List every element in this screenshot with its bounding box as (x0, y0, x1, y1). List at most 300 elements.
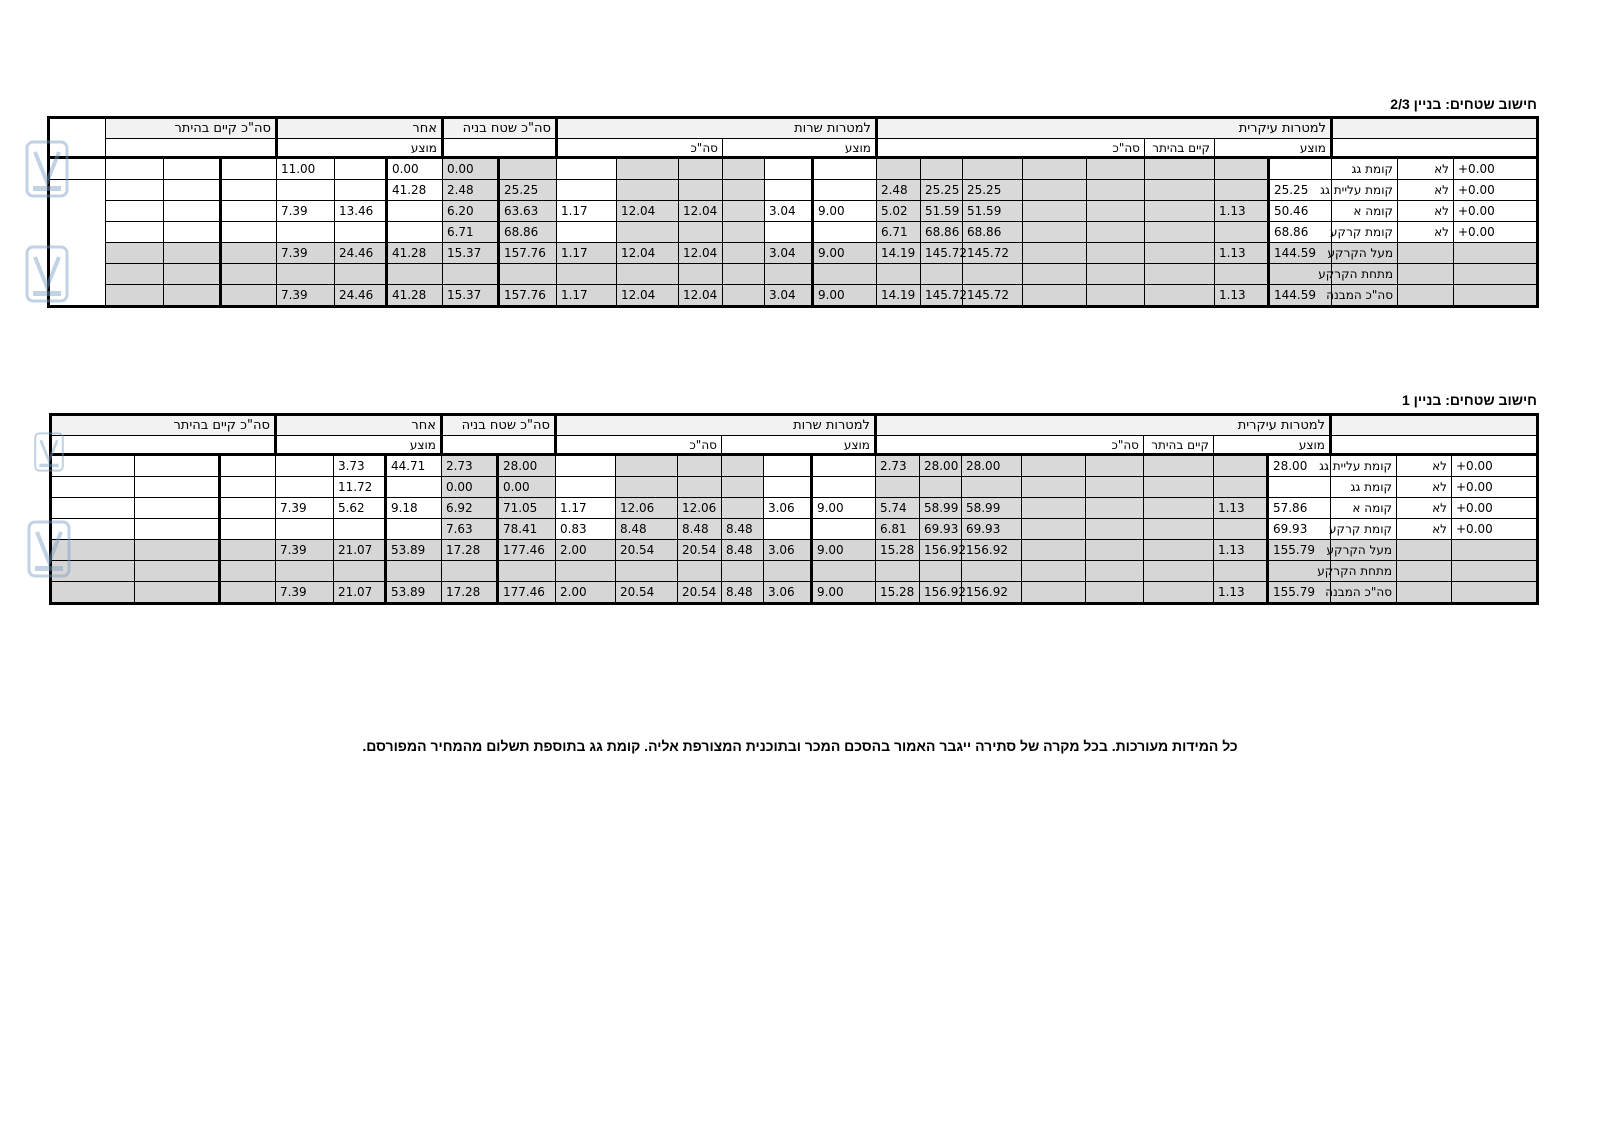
cell: 20.54 (615, 540, 677, 561)
cell: 41.28 (386, 285, 442, 307)
cell: 24.46 (334, 285, 386, 307)
cell: לא (1398, 180, 1454, 201)
cell (135, 561, 219, 582)
cell: 28.00 (961, 455, 1021, 477)
cell: 9.00 (811, 540, 875, 561)
cell (615, 561, 677, 582)
cell: 15.28 (875, 540, 919, 561)
cell (1144, 201, 1214, 222)
cell: 157.76 (498, 285, 556, 307)
cell: 7.39 (276, 201, 334, 222)
cell (220, 264, 276, 285)
cell: 17.28 (441, 582, 497, 604)
group-header: סה"כ קיים בהיתר (51, 415, 276, 436)
cell (1268, 158, 1331, 180)
cell: 28.00 (919, 455, 961, 477)
cell: 2.73 (875, 455, 919, 477)
cell: 0.00 (497, 477, 555, 498)
cell: 3.06 (763, 498, 811, 519)
cell (721, 455, 763, 477)
cell (1144, 243, 1214, 264)
cell (1022, 201, 1086, 222)
cell: 41.28 (386, 243, 442, 264)
cell (1214, 158, 1268, 180)
cell (764, 158, 812, 180)
cell: 68.86 (962, 222, 1022, 243)
floor-name: קומת גג (1330, 477, 1396, 498)
cell: 6.71 (876, 222, 920, 243)
cell: 1.13 (1213, 498, 1267, 519)
summary-row (49, 264, 1538, 285)
cell (275, 561, 333, 582)
cell (1085, 477, 1143, 498)
cell: 14.19 (876, 285, 920, 307)
cell: 24.46 (334, 243, 386, 264)
cell: 12.04 (678, 285, 722, 307)
cell (334, 180, 386, 201)
cell (135, 519, 219, 540)
table-row (49, 201, 1538, 222)
cell: 3.06 (763, 582, 811, 604)
cell (919, 477, 961, 498)
cell: 69.93 (961, 519, 1021, 540)
cell (219, 455, 275, 477)
cell: 20.54 (615, 582, 677, 604)
cell (276, 264, 334, 285)
cell (334, 158, 386, 180)
floor-name: מעל הקרקע (1330, 540, 1396, 561)
cell (1143, 519, 1213, 540)
floor-name: קומת עליית גג (1331, 180, 1397, 201)
summary-row (51, 540, 1538, 561)
cell: 8.48 (721, 582, 763, 604)
cell (763, 477, 811, 498)
cell (498, 264, 556, 285)
floor-name: קומת גג (1331, 158, 1397, 180)
cell: 0.00 (386, 158, 442, 180)
cell (334, 264, 386, 285)
cell: 20.54 (677, 540, 721, 561)
cell (616, 158, 678, 180)
cell (385, 519, 441, 540)
cell (106, 222, 163, 243)
cell (1144, 158, 1214, 180)
group-header: למטרות שרות (555, 415, 875, 436)
cell: 28.00 (1267, 455, 1330, 477)
sub-header: סה"כ (555, 436, 721, 455)
cell: לא (1397, 455, 1452, 477)
cell: 9.00 (812, 285, 876, 307)
cell: 177.46 (497, 582, 555, 604)
cell (219, 519, 275, 540)
cell: 3.73 (333, 455, 385, 477)
area-table-building-2-3 (47, 116, 1539, 308)
group-header: למטרות עיקרית (875, 415, 1330, 436)
cell (220, 222, 276, 243)
cell (555, 561, 615, 582)
cell: 145.72 (920, 243, 962, 264)
cell (616, 222, 678, 243)
cell (1086, 264, 1144, 285)
sub-header: מוצע (275, 436, 441, 455)
cell (1214, 180, 1268, 201)
cell (1085, 540, 1143, 561)
cell (1086, 285, 1144, 307)
cell (220, 158, 276, 180)
sub-header (441, 436, 555, 455)
cell (219, 540, 275, 561)
cell (678, 158, 722, 180)
sub-header: מוצע (722, 139, 876, 158)
cell (106, 201, 163, 222)
cell: 17.28 (441, 540, 497, 561)
cell (556, 158, 616, 180)
cell: 68.86 (498, 222, 556, 243)
cell (764, 264, 812, 285)
cell (220, 285, 276, 307)
summary-row (49, 285, 1538, 307)
sub-header: מוצע (276, 139, 442, 158)
cell: 2.00 (555, 540, 615, 561)
cell (1086, 222, 1144, 243)
cell (555, 477, 615, 498)
level-value: +0.00 (1454, 201, 1538, 222)
level-value: +0.00 (1452, 498, 1538, 519)
state-emblem-icon (25, 140, 69, 198)
cell: 6.20 (442, 201, 498, 222)
cell (163, 243, 220, 264)
cell: 68.86 (920, 222, 962, 243)
floor-name: קומת קרקע (1330, 519, 1396, 540)
cell (219, 561, 275, 582)
cell: 21.07 (333, 540, 385, 561)
cell: 2.48 (442, 180, 498, 201)
cell (812, 180, 876, 201)
cell: 6.81 (875, 519, 919, 540)
cell (106, 180, 163, 201)
cell (721, 561, 763, 582)
group-header: סה"כ שטח בניה (442, 118, 556, 139)
level-value: +0.00 (1454, 180, 1538, 201)
cell (876, 264, 920, 285)
cell (920, 158, 962, 180)
sub-header (51, 436, 276, 455)
cell: 0.83 (555, 519, 615, 540)
cell: 6.71 (442, 222, 498, 243)
sub-header: מוצע (721, 436, 875, 455)
cell (106, 243, 163, 264)
cell (1022, 222, 1086, 243)
cell (678, 222, 722, 243)
cell (1021, 540, 1085, 561)
cell: לא (1397, 477, 1452, 498)
cell (333, 519, 385, 540)
cell: 7.39 (276, 285, 334, 307)
cell: 15.28 (875, 582, 919, 604)
cell (386, 222, 442, 243)
cell (1143, 477, 1213, 498)
cell: 51.59 (920, 201, 962, 222)
cell: 155.79 (1267, 582, 1330, 604)
cell: 7.39 (275, 540, 333, 561)
level-value: +0.00 (1454, 158, 1538, 180)
sub-header (1330, 436, 1537, 455)
cell (135, 582, 219, 604)
cell (1021, 477, 1085, 498)
cell (275, 519, 333, 540)
cell: לא (1397, 498, 1452, 519)
cell (1022, 180, 1086, 201)
cell: 9.00 (811, 582, 875, 604)
cell (615, 455, 677, 477)
cell (677, 561, 721, 582)
cell (616, 264, 678, 285)
cell: 8.48 (615, 519, 677, 540)
cell (1085, 582, 1143, 604)
cell (275, 455, 333, 477)
cell (722, 180, 764, 201)
cell: 3.04 (764, 201, 812, 222)
cell: לא (1398, 222, 1454, 243)
cell (876, 158, 920, 180)
cell (1214, 222, 1268, 243)
sub-header (106, 139, 277, 158)
cell (1021, 498, 1085, 519)
cell: 8.48 (721, 519, 763, 540)
cell (219, 582, 275, 604)
cell (1397, 561, 1452, 582)
cell (678, 180, 722, 201)
group-header: למטרות שרות (556, 118, 876, 139)
cell (875, 561, 919, 582)
cell (220, 180, 276, 201)
cell (722, 158, 764, 180)
cell (722, 243, 764, 264)
state-emblem-icon (25, 245, 69, 303)
level-value (1454, 285, 1538, 307)
cell: 50.46 (1268, 201, 1331, 222)
cell (811, 477, 875, 498)
level-value: +0.00 (1452, 455, 1538, 477)
cell (556, 180, 616, 201)
cell: 53.89 (385, 582, 441, 604)
cell: 1.13 (1214, 201, 1268, 222)
cell (1086, 180, 1144, 201)
floor-name: קומת עליית גג (1330, 455, 1396, 477)
cell: 21.07 (333, 582, 385, 604)
cell (135, 540, 219, 561)
cell (1398, 285, 1454, 307)
cell: 145.72 (962, 243, 1022, 264)
cell (1213, 477, 1267, 498)
cell: 3.04 (764, 285, 812, 307)
cell (1022, 264, 1086, 285)
cell (556, 264, 616, 285)
cell: 1.17 (556, 285, 616, 307)
cell (163, 264, 220, 285)
cell (1022, 243, 1086, 264)
table-row (49, 180, 1538, 201)
cell (722, 222, 764, 243)
cell (812, 264, 876, 285)
cell: 41.28 (386, 180, 442, 201)
cell: 1.13 (1213, 540, 1267, 561)
level-value (1452, 540, 1538, 561)
cell (1214, 264, 1268, 285)
cell (1143, 455, 1213, 477)
group-header: אחר (276, 118, 442, 139)
footnote: כל המידות מעורכות. בכל מקרה של סתירה ייגבר האמור בהסכם המכר ובתוכנית המצורפת אליה. קומת גג בתוספת תשלום מהמחיר המפורסם. (362, 738, 1238, 754)
cell (1397, 582, 1452, 604)
cell: 1.13 (1214, 285, 1268, 307)
summary-row (49, 243, 1538, 264)
sub-header: סה"כ (875, 436, 1143, 455)
sub-header: סה"כ (556, 139, 722, 158)
cell (1086, 158, 1144, 180)
table-row (51, 498, 1538, 519)
level-value: +0.00 (1454, 222, 1538, 243)
cell: 3.06 (763, 540, 811, 561)
cell: 1.13 (1214, 243, 1268, 264)
cell: 0.00 (442, 158, 498, 180)
sub-header: קיים בהיתר (1143, 436, 1213, 455)
cell: 15.37 (442, 243, 498, 264)
cell: 58.99 (961, 498, 1021, 519)
cell (51, 477, 135, 498)
summary-row (51, 582, 1538, 604)
cell (763, 519, 811, 540)
table-title-building-1: חישוב שטחים: בניין 1 (1401, 392, 1537, 408)
cell (1398, 264, 1454, 285)
cell (385, 561, 441, 582)
cell: 156.92 (919, 582, 961, 604)
cell (1213, 455, 1267, 477)
sub-header: מוצע (1214, 139, 1331, 158)
table-title-building-2-3: חישוב שטחים: בניין 2/3 (1390, 96, 1537, 112)
cell (763, 561, 811, 582)
cell: 53.89 (385, 540, 441, 561)
cell (1021, 519, 1085, 540)
cell: 6.92 (441, 498, 497, 519)
cell: 11.00 (276, 158, 334, 180)
cell: 1.13 (1213, 582, 1267, 604)
cell: 14.19 (876, 243, 920, 264)
cell: לא (1398, 201, 1454, 222)
cell: 69.93 (1267, 519, 1330, 540)
floor-name: מתחת הקרקע (1330, 561, 1396, 582)
cell (962, 264, 1022, 285)
cell: 78.41 (497, 519, 555, 540)
floor-name: קומת קרקע (1331, 222, 1397, 243)
cell (1086, 243, 1144, 264)
cell (764, 180, 812, 201)
sub-header: קיים בהיתר (1144, 139, 1214, 158)
cell (1022, 285, 1086, 307)
group-header: סה"כ שטח בניה (441, 415, 555, 436)
cell: 71.05 (497, 498, 555, 519)
cell (616, 180, 678, 201)
floor-name: מעל הקרקע (1331, 243, 1397, 264)
cell (276, 222, 334, 243)
cell (811, 455, 875, 477)
cell: 9.18 (385, 498, 441, 519)
cell: 12.04 (678, 201, 722, 222)
level-value (1454, 264, 1538, 285)
group-header: אחר (275, 415, 441, 436)
floor-name: קומה א (1331, 201, 1397, 222)
cell (219, 477, 275, 498)
cell (441, 561, 497, 582)
cell: 44.71 (385, 455, 441, 477)
cell: 11.72 (333, 477, 385, 498)
cell (812, 222, 876, 243)
cell (106, 158, 163, 180)
cell (135, 477, 219, 498)
cell: 156.92 (919, 540, 961, 561)
floor-name: סה"כ המבנה (1330, 582, 1396, 604)
cell (722, 285, 764, 307)
cell: 12.04 (678, 243, 722, 264)
cell (1213, 561, 1267, 582)
cell: 144.59 (1268, 285, 1331, 307)
table-row (49, 158, 1538, 180)
cell: 9.00 (812, 243, 876, 264)
cell (275, 477, 333, 498)
floor-name: סה"כ המבנה (1331, 285, 1397, 307)
cell: 177.46 (497, 540, 555, 561)
cell (811, 561, 875, 582)
cell (1085, 561, 1143, 582)
floor-name: מתחת הקרקע (1331, 264, 1397, 285)
cell (1085, 519, 1143, 540)
table-row (51, 519, 1538, 540)
cell (1144, 222, 1214, 243)
cell (615, 477, 677, 498)
cell: 12.06 (615, 498, 677, 519)
cell: 2.48 (876, 180, 920, 201)
cell (919, 561, 961, 582)
area-table-building-1 (49, 413, 1539, 605)
cell (677, 477, 721, 498)
table-row (51, 455, 1538, 477)
cell: 144.59 (1268, 243, 1331, 264)
cell (1022, 158, 1086, 180)
cell: 9.00 (812, 201, 876, 222)
cell (1397, 540, 1452, 561)
cell (276, 180, 334, 201)
floor-name: קומה א (1330, 498, 1396, 519)
cell (721, 477, 763, 498)
cell: 1.17 (556, 201, 616, 222)
cell: 25.25 (962, 180, 1022, 201)
cell (1143, 582, 1213, 604)
cell: 145.72 (962, 285, 1022, 307)
cell (220, 201, 276, 222)
cell (722, 201, 764, 222)
cell (763, 455, 811, 477)
cell (163, 180, 220, 201)
table-row (51, 477, 1538, 498)
cell (678, 264, 722, 285)
cell: 57.86 (1267, 498, 1330, 519)
cell (51, 498, 135, 519)
cell: 51.59 (962, 201, 1022, 222)
cell (1144, 180, 1214, 201)
cell (1021, 561, 1085, 582)
cell (962, 158, 1022, 180)
cell (555, 455, 615, 477)
cell (386, 264, 442, 285)
